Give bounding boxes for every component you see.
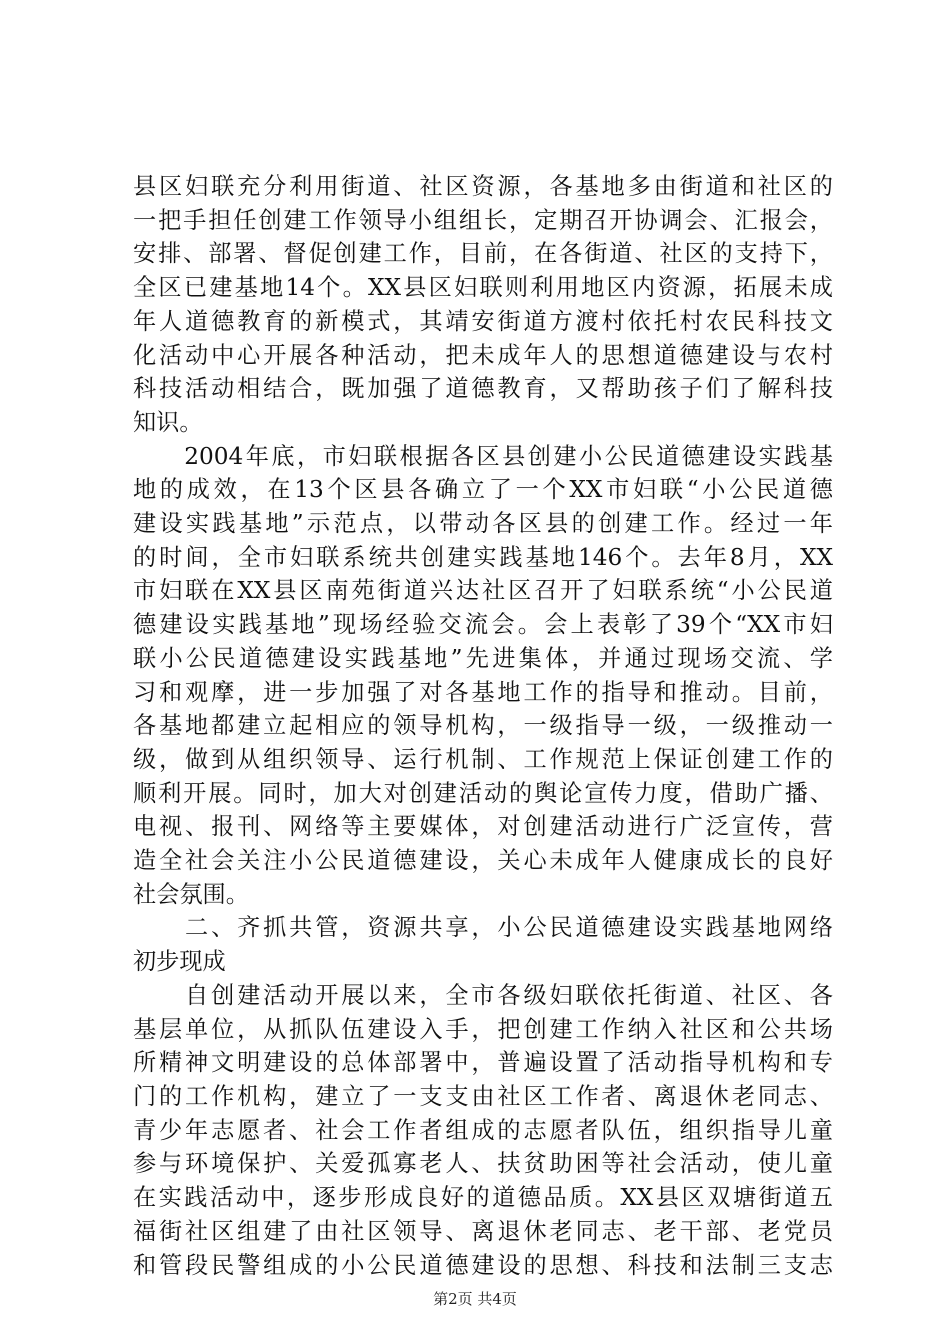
text-line: 初步现成 (133, 948, 226, 976)
paragraph (133, 979, 833, 1282)
text-line: 顺利开展。同时，加大对创建活动的舆论宣传力度，借助广播、 (133, 779, 833, 807)
text-line: 福街社区组建了由社区领导、离退休老同志、老干部、老党员 (133, 1217, 833, 1245)
text-line: 青少年志愿者、社会工作者组成的志愿者队伍，组织指导儿童 (133, 1116, 833, 1144)
text-line: 门的工作机构，建立了一支支由社区工作者、离退休老同志、 (133, 1082, 833, 1110)
text-line: 造全社会关注小公民道德建设，关心未成年人健康成长的良好 (133, 847, 833, 875)
text-line: 年人道德教育的新模式，其靖安街道方渡村依托村农民科技文 (133, 307, 833, 335)
text-line: 自创建活动开展以来，全市各级妇联依托街道、社区、各 (133, 981, 833, 1009)
text-line: 地的成效，在13个区县各确立了一个XX市妇联“小公民道德 (133, 476, 833, 504)
text-line: 知识。 (133, 408, 203, 436)
text-line: 德建设实践基地”现场经验交流会。会上表彰了39个“XX市妇 (133, 611, 833, 639)
section-heading (133, 911, 833, 978)
text-line: 的时间，全市妇联系统共创建实践基地146个。去年8月，XX (133, 543, 833, 571)
text-line: 县区妇联充分利用街道、社区资源，各基地多由街道和社区的 (133, 173, 833, 200)
paragraph (133, 440, 833, 912)
text-line: 和管段民警组成的小公民道德建设的思想、科技和法制三支志 (133, 1251, 833, 1279)
text-line: 所精神文明建设的总体部署中，普遍设置了活动指导机构和专 (133, 1049, 833, 1077)
text-line: 联小公民道德建设实践基地”先进集体，并通过现场交流、学 (133, 644, 833, 672)
paragraph (133, 170, 833, 440)
text-line: 全区已建基地14个。XX县区妇联则利用地区内资源，拓展未成 (133, 274, 833, 302)
text-line: 二、齐抓共管，资源共享，小公民道德建设实践基地网络 (133, 914, 833, 942)
text-line: 级，做到从组织领导、运行机制、工作规范上保证创建工作的 (133, 745, 833, 773)
text-line: 一把手担任创建工作领导小组组长，定期召开协调会、汇报会， (133, 206, 833, 234)
document-body (133, 170, 833, 1282)
text-line: 各基地都建立起相应的领导机构，一级指导一级，一级推动一 (133, 712, 833, 740)
text-line: 习和观摩，进一步加强了对各基地工作的指导和推动。目前， (133, 678, 833, 706)
text-line: 社会氛围。 (133, 880, 249, 908)
text-line: 2004年底，市妇联根据各区县创建小公民道德建设实践基 (133, 442, 833, 470)
text-line: 科技活动相结合，既加强了道德教育，又帮助孩子们了解科技 (133, 375, 833, 403)
text-line: 建设实践基地”示范点，以带动各区县的创建工作。经过一年 (133, 510, 833, 538)
text-line: 电视、报刊、网络等主要媒体，对创建活动进行广泛宣传，营 (133, 813, 833, 841)
page-number-footer: 第2页 共4页 (433, 1290, 517, 1308)
text-line: 基层单位，从抓队伍建设入手，把创建工作纳入社区和公共场 (133, 1015, 833, 1043)
text-line: 市妇联在XX县区南苑街道兴达社区召开了妇联系统“小公民道 (133, 577, 833, 605)
text-line: 安排、部署、督促创建工作，目前，在各街道、社区的支持下， (133, 240, 833, 268)
text-line: 参与环境保护、关爱孤寡老人、扶贫助困等社会活动，使儿童 (133, 1150, 833, 1178)
text-line: 在实践活动中，逐步形成良好的道德品质。XX县区双塘街道五 (133, 1184, 833, 1212)
text-line: 化活动中心开展各种活动，把未成年人的思想道德建设与农村 (133, 341, 833, 369)
